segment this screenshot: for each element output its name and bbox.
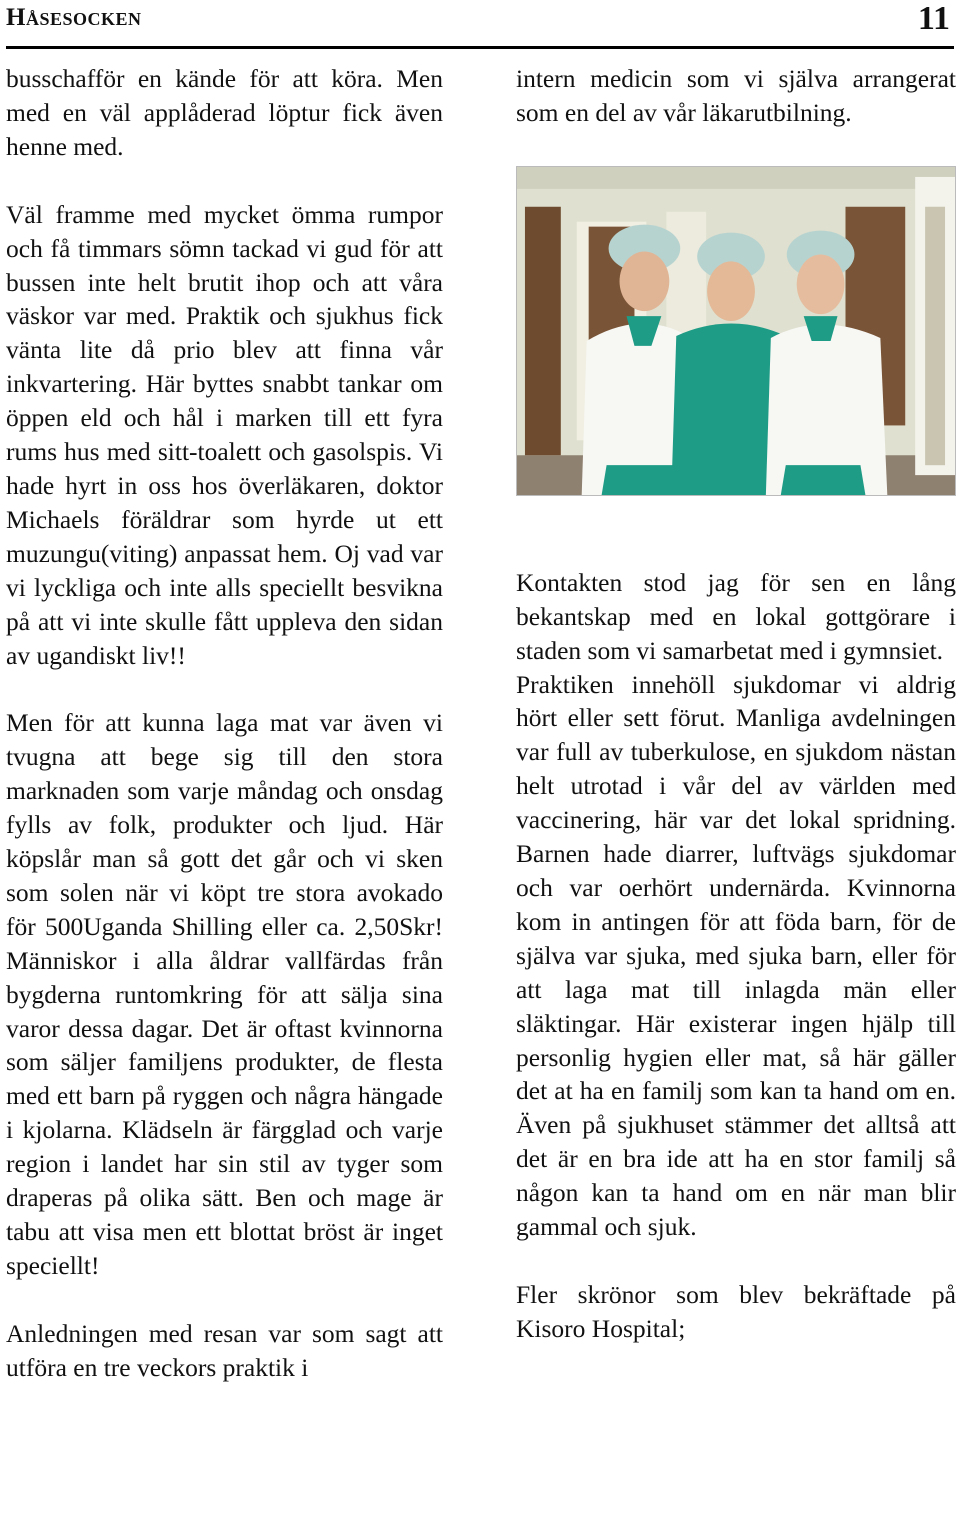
page-header (6, 0, 954, 49)
left-column (6, 62, 443, 1385)
right-column (516, 62, 956, 1346)
paragraph-bus-driver: busschafför en kände för att köra. Men med en väl applåderad löptur fick även henne med. (6, 64, 443, 161)
paragraph-purpose: Anledningen med resan var som sagt att utföra en tre veckors praktik i (6, 1318, 443, 1382)
paragraph-contact: Kontakten stod jag för sen en lång bekantskap med en lokal gottgörare i staden som vi samarbetat med i gymnsiet. (516, 567, 956, 665)
newsletter-title: Håsesocken (6, 4, 142, 31)
paragraph-arrival: Väl framme med mycket ömma rumpor och få timmars sömn tackad vi gud för att bussen inte helt brutit ihop och att våra väskor var med. Praktik och sjukhus fick vänta lite då prio blev att finna vår inkvartering. Här byttes snabbt tankar om öppen eld och hål i marken till ett fyra rums hus med sitt-toalett och gasolspis. Vi hade hyrt in oss hos överläkaren, doktor Michaels föräldrar som hyrde ut ett muzungu(viting) anpassat hem. Oj vad var vi lyckliga och inte alls speciellt besvikna på att vi inte skulle fått uppleva den sidan av ugandiskt liv!! (6, 199, 443, 670)
paragraph-market: Men för att kunna laga mat var även vi tvugna att bege sig till den stora marknaden som varje måndag och onsdag fylls av folk, produkter och ljud. Här köpslår man så gott det går och vi sken som solen när vi köpt tre stora avokado för 500Uganda Shilling eller ca. 2,50Skr! Människor i alla åldrar vallfärdas från bygderna runtomkring för att sälja sina varor dessa dagar. Det är oftast kvinnorna som säljer familjens produkter, de flesta med ett barn på ryggen och några hängade i kjolarna. Klädseln är färgglad och varje region i landet har sin stil av tyger som draperas på olika sätt. Ben och mage är tabu att visa men ett blottat bröst är inget speciellt! (6, 708, 443, 1280)
paragraph-internal-medicine: intern medicin som vi själva arrangerat som en del av vår läkarutbilning. (516, 64, 956, 127)
paragraph-diseases: Praktiken innehöll sjukdomar vi aldrig hört eller sett förut. Manliga avdelningen var full av tuberkulose, en sjukdom nästan helt utrotad i vår del av världen med vaccinering, här var det lokal spridning. Barnen hade diarrer, luftvägs sjukdomar och var oerhört undernärda. Kvinnorna kom in antingen för att föda barn, för de själva var sjuka, med sjuka barn, eller för att laga mat till inlagda män eller släktingar. Här existerar ingen hjälp till personlig hygien eller mat, så här gäller det at ha en familj som kan ta hand om en. Även på sjukhuset stämmer det alltså att det är en bra ide att ha en stor familj så någon kan ta hand om en när man blir gammal och sjuk. (516, 669, 956, 1242)
photo-students-in-scrubs (516, 166, 956, 496)
page-number: 11 (917, 0, 950, 37)
paragraph-kisoro: Fler skrönor som blev bekräftade på Kisoro Hospital; (516, 1279, 956, 1343)
